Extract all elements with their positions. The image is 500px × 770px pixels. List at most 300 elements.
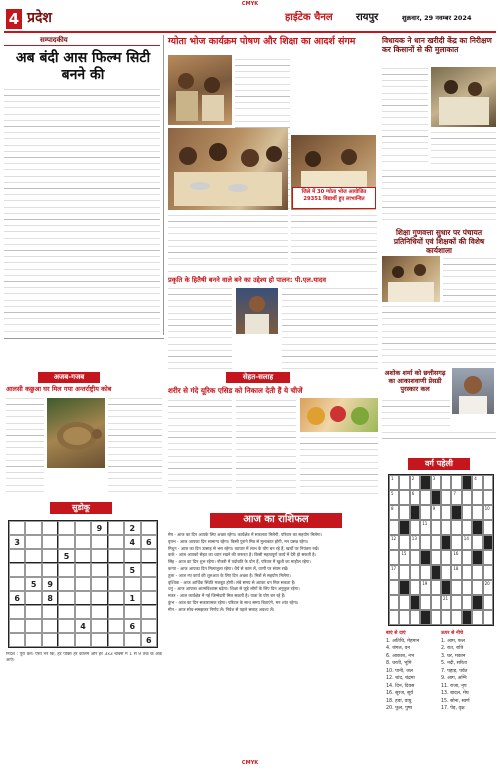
sudoku-cell[interactable] bbox=[91, 577, 107, 591]
sudoku-cell[interactable] bbox=[124, 577, 140, 591]
crossword-cell[interactable] bbox=[410, 565, 420, 580]
crossword-cell bbox=[462, 475, 472, 490]
crossword-cell[interactable] bbox=[420, 505, 430, 520]
crossword-cell bbox=[410, 595, 420, 610]
crossword-cell[interactable] bbox=[431, 475, 441, 490]
crossword-cell[interactable] bbox=[410, 550, 420, 565]
sudoku-cell[interactable] bbox=[108, 619, 124, 633]
editorial-headline: अब बंदी आस फिल्म सिटी बनने की bbox=[15, 50, 151, 83]
crossword-number: 3 bbox=[432, 476, 436, 481]
pm-photo bbox=[236, 288, 278, 334]
sudoku-cell[interactable] bbox=[108, 563, 124, 577]
sudoku-cell[interactable]: 6 bbox=[9, 591, 25, 605]
sudoku-cell[interactable] bbox=[25, 563, 41, 577]
crossword-down bbox=[441, 630, 496, 713]
crossword-cell[interactable] bbox=[483, 565, 493, 580]
lead-photo-large bbox=[168, 128, 288, 210]
crossword-cell[interactable] bbox=[420, 490, 430, 505]
sudoku-cell[interactable]: 6 bbox=[141, 535, 157, 549]
meal-image bbox=[168, 128, 288, 210]
sudoku-cell[interactable] bbox=[141, 605, 157, 619]
sudoku-cell[interactable] bbox=[108, 633, 124, 647]
across-title: बाएं से दाएं bbox=[386, 631, 406, 636]
sudoku-note: निर्देश : पूरा करें। ऐसा भरें कि, हर पंक्ति हर कॉलम और हर 3x3 बॉक्स में 1 से 9 तक के अंक आएं। bbox=[6, 652, 162, 664]
crossword-cell[interactable] bbox=[441, 610, 451, 625]
crossword-number: 18 bbox=[453, 566, 459, 571]
sudoku-cell[interactable] bbox=[108, 591, 124, 605]
lead-text-3 bbox=[291, 213, 377, 273]
inspection-image bbox=[431, 67, 496, 127]
crossword-clue: 5. नदी, सरिता bbox=[441, 661, 468, 666]
rashifal-item: मिथुन - आज का दिन उत्साह से भरा रहेगा। व्यापार में लाभ के योग बन रहे हैं, खर्चों पर नियंत्रण रखें। bbox=[168, 545, 320, 551]
health-label: सेहत-सलाह bbox=[242, 373, 274, 381]
sudoku-cell[interactable] bbox=[42, 633, 58, 647]
crossword-clue: 6. आकाश, नभ bbox=[386, 653, 415, 659]
crossword-cell[interactable] bbox=[483, 505, 493, 520]
crossword-clue: 20. फूल, पुष्प bbox=[386, 706, 413, 711]
sudoku-cell[interactable] bbox=[9, 521, 25, 535]
sudoku-cell[interactable] bbox=[58, 605, 74, 619]
sudoku-cell[interactable]: 5 bbox=[25, 577, 41, 591]
crossword-cell[interactable] bbox=[399, 595, 409, 610]
crossword-title: वर्ग पहेली bbox=[424, 459, 454, 468]
paper-name: हाईटेक चैनल bbox=[285, 12, 333, 23]
crossword-cell[interactable] bbox=[462, 505, 472, 520]
crossword-cell[interactable] bbox=[420, 520, 430, 535]
crossword-cell[interactable] bbox=[431, 550, 441, 565]
sudoku-cell[interactable] bbox=[91, 591, 107, 605]
vidhayak-text-2 bbox=[431, 130, 496, 166]
crossword-cell[interactable] bbox=[462, 565, 472, 580]
health-photo bbox=[300, 398, 378, 432]
sudoku-cell[interactable] bbox=[25, 521, 41, 535]
shiksha-text-2 bbox=[382, 304, 496, 364]
sudoku-cell[interactable] bbox=[75, 521, 91, 535]
crossword-cell bbox=[410, 505, 420, 520]
crossword-clue: 9. आग, अग्नि bbox=[441, 676, 467, 681]
crossword-cell[interactable] bbox=[399, 475, 409, 490]
sudoku-cell[interactable]: 4 bbox=[75, 619, 91, 633]
crossword-cell[interactable] bbox=[441, 595, 451, 610]
crossword-cell[interactable] bbox=[472, 565, 482, 580]
sudoku-cell[interactable]: 5 bbox=[58, 549, 74, 563]
workshop-image bbox=[382, 256, 440, 302]
sudoku-cell[interactable] bbox=[141, 577, 157, 591]
crossword-cell[interactable] bbox=[420, 535, 430, 550]
person-photo bbox=[452, 368, 494, 414]
cmyk-bottom: CMYK bbox=[241, 760, 259, 766]
sudoku-cell[interactable]: 6 bbox=[124, 619, 140, 633]
crossword-cell[interactable] bbox=[431, 505, 441, 520]
sudoku-cell[interactable] bbox=[124, 605, 140, 619]
crossword-number: 12 bbox=[391, 536, 397, 541]
rashifal-item: कन्या - आज आपका दिन मिलाजुला रहेगा। धैर्य से काम लें, वाणी पर संयम रखें। bbox=[168, 565, 289, 571]
health-text-3 bbox=[300, 435, 378, 494]
crossword-cell[interactable] bbox=[410, 475, 420, 490]
crossword-cell[interactable] bbox=[472, 505, 482, 520]
rashifal-title: आज का राशिफल bbox=[243, 514, 309, 525]
crossword-number: 17 bbox=[391, 566, 397, 571]
crossword-cell[interactable] bbox=[483, 550, 493, 565]
editorial-label: सम्पादकीय bbox=[40, 36, 68, 44]
crossword-clue: 15. सोना, स्वर्ण bbox=[441, 698, 470, 704]
shiksha-photo bbox=[382, 256, 440, 302]
ashok-photo bbox=[452, 368, 494, 414]
city-name: रायपुर bbox=[356, 12, 379, 23]
crossword-cell[interactable] bbox=[483, 490, 493, 505]
sudoku-cell[interactable] bbox=[75, 577, 91, 591]
sudoku-grid[interactable] bbox=[8, 520, 158, 648]
crossword-clue: 3. घर, मकान bbox=[441, 653, 466, 659]
crossword-cell bbox=[431, 490, 441, 505]
sudoku-cell[interactable] bbox=[58, 535, 74, 549]
crossword-cell[interactable] bbox=[389, 580, 399, 595]
crossword-cell[interactable] bbox=[441, 505, 451, 520]
sudoku-cell[interactable]: 3 bbox=[9, 535, 25, 549]
page-number: 4 bbox=[6, 9, 22, 29]
crossword-number: 11 bbox=[422, 521, 428, 526]
sudoku-cell[interactable] bbox=[141, 619, 157, 633]
vidhayak-text-3 bbox=[382, 168, 496, 226]
sudoku-cell[interactable] bbox=[9, 619, 25, 633]
crossword-cell[interactable] bbox=[451, 565, 461, 580]
ajab-headline: आलसी कछुआ घर मिल गया अन्तर्राष्ट्रीय कोब bbox=[6, 385, 112, 393]
sudoku-cell[interactable] bbox=[108, 521, 124, 535]
rashifal-item: मीन - आज सोच-समझकर निर्णय लें। निवेश से पहले सलाह अवश्य लें। bbox=[168, 606, 275, 612]
sudoku-cell[interactable] bbox=[25, 605, 41, 619]
crossword-cell[interactable] bbox=[431, 535, 441, 550]
crossword-cell[interactable] bbox=[441, 565, 451, 580]
sudoku-cell[interactable] bbox=[75, 549, 91, 563]
sudoku-cell[interactable] bbox=[42, 563, 58, 577]
health-headline: शरीर से गंदे यूरिक एसिड को निकाल देती हैं ये चीजें bbox=[168, 386, 303, 395]
sudoku-cell[interactable] bbox=[75, 633, 91, 647]
crossword-number: 19 bbox=[422, 581, 428, 586]
crossword-clue: 1. अतिथि, मेहमान bbox=[386, 638, 420, 644]
crossword-clue: 4. जंगल, वन bbox=[386, 646, 410, 651]
crossword-cell[interactable] bbox=[441, 550, 451, 565]
crossword-cell[interactable] bbox=[389, 565, 399, 580]
sudoku-cell[interactable] bbox=[75, 591, 91, 605]
crossword-cell[interactable] bbox=[389, 535, 399, 550]
sudoku-cell[interactable]: 8 bbox=[42, 591, 58, 605]
sudoku-cell[interactable] bbox=[9, 605, 25, 619]
crossword-cell[interactable] bbox=[399, 490, 409, 505]
ashok-text bbox=[382, 398, 450, 428]
crossword-cell bbox=[441, 535, 451, 550]
sudoku-cell[interactable] bbox=[141, 521, 157, 535]
crossword-number: 20 bbox=[484, 581, 490, 586]
sudoku-cell[interactable] bbox=[9, 633, 25, 647]
crossword-cell[interactable] bbox=[399, 610, 409, 625]
crossword-cell[interactable] bbox=[399, 505, 409, 520]
rashifal-item: सिंह - आज का दिन शुभ रहेगा। नौकरी में पदोन्नति के योग हैं, परिवार में खुशी का माहौल रहेगा। bbox=[168, 559, 311, 565]
sudoku-cell[interactable] bbox=[58, 577, 74, 591]
date: शुक्रवार, 29 नवम्बर 2024 bbox=[402, 14, 472, 22]
crossword-clue: 12. चांद, चंद्रमा bbox=[386, 676, 415, 681]
crossword-cell[interactable] bbox=[483, 610, 493, 625]
crossword-clue: 16. सूरज, सूर्य bbox=[386, 691, 413, 696]
pm-text-1 bbox=[168, 286, 232, 369]
crossword-clue: 13. बादल, मेघ bbox=[441, 691, 469, 696]
rashifal-item: धनु - आज आपका आत्मविश्वास बढ़ेगा। शिक्षा से जुड़े लोगों के लिए दिन अनुकूल रहेगा। bbox=[168, 586, 300, 592]
rashifal-item: मकर - आज कार्यक्षेत्र में नई जिम्मेदारी मिल सकती है। यात्रा के योग बन रहे हैं। bbox=[168, 593, 286, 599]
crossword-cell bbox=[462, 610, 472, 625]
crossword-across bbox=[386, 630, 438, 713]
crossword-cell[interactable] bbox=[472, 535, 482, 550]
pm-headline: प्रकृति के हितैषी बनने वाले बने का उद्देश्य हो पालन: पी.एल.यादव bbox=[168, 276, 327, 284]
crossword-grid[interactable] bbox=[388, 474, 494, 626]
sudoku-cell[interactable] bbox=[91, 619, 107, 633]
health-text-1 bbox=[168, 398, 232, 494]
crossword-clue: 1. आम, फल bbox=[441, 638, 465, 644]
sudoku-cell[interactable] bbox=[75, 605, 91, 619]
sudoku-cell[interactable]: 2 bbox=[124, 521, 140, 535]
crossword-cell[interactable] bbox=[431, 595, 441, 610]
crossword-number: 7 bbox=[453, 491, 456, 496]
sudoku-cell[interactable] bbox=[25, 633, 41, 647]
crossword-cell bbox=[431, 565, 441, 580]
crossword-cell bbox=[399, 580, 409, 595]
crossword-number: 14 bbox=[463, 536, 469, 541]
ajab-label: अजब-गजब bbox=[53, 373, 85, 381]
crossword-number: 15 bbox=[401, 551, 407, 556]
sudoku-cell[interactable] bbox=[124, 549, 140, 563]
crossword-cell bbox=[441, 580, 451, 595]
sudoku-cell[interactable] bbox=[25, 535, 41, 549]
crossword-number: 8 bbox=[391, 506, 394, 511]
sudoku-cell[interactable] bbox=[25, 619, 41, 633]
crossword-cell bbox=[420, 550, 430, 565]
health-text-2 bbox=[236, 398, 296, 494]
crossword-cell[interactable] bbox=[410, 520, 420, 535]
rashifal-item: कुंभ - आज का दिन सकारात्मक रहेगा। परिवार के साथ समय बिताएंगे, मन शांत रहेगा। bbox=[168, 599, 299, 605]
crossword-number: 16 bbox=[453, 551, 459, 556]
crossword-cell[interactable] bbox=[410, 490, 420, 505]
sudoku-cell[interactable] bbox=[58, 521, 74, 535]
ajab-text-1 bbox=[6, 396, 44, 494]
shiksha-headline: शिक्षा गुणवत्ता सुधार पर पंचायत प्रतिनिधियों एवं शिक्षकों की विशेष कार्यशाला bbox=[393, 228, 485, 255]
crossword-cell bbox=[483, 535, 493, 550]
ajab-text-2 bbox=[108, 396, 162, 494]
sudoku-cell[interactable]: 9 bbox=[91, 521, 107, 535]
crossword-number: 13 bbox=[411, 536, 417, 541]
sudoku-cell[interactable]: 6 bbox=[141, 633, 157, 647]
crossword-cell[interactable] bbox=[483, 475, 493, 490]
down-title: ऊपर से नीचे bbox=[441, 631, 463, 636]
crossword-cell[interactable] bbox=[410, 535, 420, 550]
sudoku-cell[interactable] bbox=[25, 549, 41, 563]
section-rule bbox=[4, 338, 164, 339]
tortoise-image bbox=[47, 398, 105, 468]
sudoku-cell[interactable] bbox=[75, 563, 91, 577]
sudoku-cell[interactable] bbox=[108, 605, 124, 619]
crossword-clue: 10. पानी, जल bbox=[386, 668, 413, 674]
crossword-cell[interactable] bbox=[389, 505, 399, 520]
crossword-clue: 14. दिन, दिवस bbox=[386, 683, 415, 689]
lead-caption: जिले में 30 ग्योता भोज आयोजित 29351 विद्यार्थी हुए लाभान्वित bbox=[301, 189, 367, 202]
sudoku-cell[interactable] bbox=[108, 577, 124, 591]
person-portrait bbox=[236, 288, 278, 334]
crossword-number: 2 bbox=[411, 476, 415, 481]
rashifal-item: कर्क - आज आपको सेहत का ध्यान रखने की जरूरत है। किसी महत्वपूर्ण कार्य में देरी हो सकती है। bbox=[168, 552, 317, 558]
sudoku-cell[interactable]: 4 bbox=[124, 535, 140, 549]
crossword-cell[interactable] bbox=[451, 610, 461, 625]
crossword-cell[interactable] bbox=[420, 595, 430, 610]
vidhayak-photo bbox=[431, 67, 496, 127]
sudoku-cell[interactable] bbox=[124, 633, 140, 647]
crossword-cell[interactable] bbox=[472, 490, 482, 505]
sudoku-cell[interactable] bbox=[141, 549, 157, 563]
masthead bbox=[0, 9, 500, 31]
sudoku-cell[interactable] bbox=[58, 591, 74, 605]
sudoku-cell[interactable]: 5 bbox=[124, 563, 140, 577]
sudoku-cell[interactable] bbox=[42, 549, 58, 563]
crossword-cell[interactable] bbox=[451, 580, 461, 595]
sudoku-cell[interactable] bbox=[91, 563, 107, 577]
crossword-cell[interactable] bbox=[451, 475, 461, 490]
editorial-text bbox=[4, 87, 160, 333]
crossword-cell[interactable] bbox=[399, 565, 409, 580]
crossword-cell[interactable] bbox=[451, 490, 461, 505]
crossword-number: 1 bbox=[391, 476, 394, 481]
sudoku-cell[interactable] bbox=[91, 549, 107, 563]
editorial-column bbox=[4, 35, 160, 335]
crossword-clue: 17. पेड़, वृक्ष bbox=[441, 706, 465, 711]
sudoku-cell[interactable] bbox=[42, 605, 58, 619]
crossword-cell bbox=[420, 610, 430, 625]
sudoku-cell[interactable] bbox=[42, 521, 58, 535]
crossword-cell bbox=[451, 505, 461, 520]
crossword-number: 6 bbox=[411, 491, 415, 496]
crossword-clue: 18. हवा, वायु bbox=[386, 698, 412, 704]
crossword-cell[interactable] bbox=[483, 580, 493, 595]
crossword-cell[interactable] bbox=[451, 520, 461, 535]
sudoku-title: सुडोकू bbox=[72, 503, 90, 512]
crossword-clue: 11. राजा, नृप bbox=[441, 683, 467, 689]
crossword-cell[interactable] bbox=[420, 565, 430, 580]
crossword-cell[interactable] bbox=[472, 580, 482, 595]
crossword-cell[interactable] bbox=[441, 520, 451, 535]
crossword-cell[interactable] bbox=[483, 595, 493, 610]
crossword-cell[interactable] bbox=[389, 475, 399, 490]
crossword-cell[interactable] bbox=[431, 580, 441, 595]
rashifal-item: तुला - आज नए कार्य की शुरुआत के लिए दिन अच्छा है। मित्रों से सहयोग मिलेगा। bbox=[168, 572, 291, 578]
sudoku-cell[interactable] bbox=[9, 563, 25, 577]
sudoku-cell[interactable] bbox=[58, 633, 74, 647]
crossword-cell bbox=[420, 475, 430, 490]
crossword-cell[interactable] bbox=[431, 520, 441, 535]
col-divider bbox=[163, 35, 164, 335]
crossword-clue: 8. धरती, भूमि bbox=[386, 661, 412, 666]
crossword-cell[interactable] bbox=[420, 580, 430, 595]
crossword-cell bbox=[472, 595, 482, 610]
section-name: प्रदेश bbox=[27, 10, 52, 26]
crossword-cell[interactable] bbox=[462, 535, 472, 550]
crossword-cell[interactable] bbox=[483, 520, 493, 535]
rashifal-item: वृश्चिक - आज आर्थिक स्थिति मजबूत होगी। लंबे समय से अटका धन मिल सकता है। bbox=[168, 579, 296, 585]
crossword-cell[interactable] bbox=[389, 595, 399, 610]
crossword-clue: 2. रात, रात्रि bbox=[441, 646, 464, 651]
sudoku-cell[interactable] bbox=[91, 605, 107, 619]
crossword-cell[interactable] bbox=[472, 610, 482, 625]
crossword-number: 10 bbox=[484, 506, 490, 511]
rashifal-list bbox=[168, 532, 380, 672]
vidhayak-text-1 bbox=[382, 66, 428, 166]
crossword-cell bbox=[399, 520, 409, 535]
crossword-cell[interactable] bbox=[410, 610, 420, 625]
crossword-cell[interactable] bbox=[451, 595, 461, 610]
crossword-cell[interactable] bbox=[441, 475, 451, 490]
sudoku-cell[interactable] bbox=[42, 619, 58, 633]
crossword-cell[interactable] bbox=[399, 550, 409, 565]
crossword-cell[interactable] bbox=[462, 550, 472, 565]
crossword-cell[interactable] bbox=[451, 550, 461, 565]
lead-headline: ग्योता भोज कार्यक्रम पोषण और शिक्षा का आदर्श संगम bbox=[168, 36, 356, 47]
crossword-cell[interactable] bbox=[462, 520, 472, 535]
lead-text-2 bbox=[168, 213, 288, 273]
crossword-cell[interactable] bbox=[399, 535, 409, 550]
crossword-cell bbox=[472, 550, 482, 565]
crossword-number: 5 bbox=[391, 491, 394, 496]
crossword-cell[interactable] bbox=[431, 610, 441, 625]
pm-text-2 bbox=[282, 286, 378, 369]
sudoku-cell[interactable] bbox=[75, 535, 91, 549]
crossword-number: 9 bbox=[432, 506, 436, 511]
crossword-cell[interactable] bbox=[441, 490, 451, 505]
ashok-headline: अशोक शर्मा को छत्तीसगढ़ का आकाशवाणी प्रेसडी पुरस्कार कल bbox=[384, 369, 446, 393]
crossword-cell bbox=[472, 520, 482, 535]
sudoku-cell[interactable] bbox=[58, 563, 74, 577]
sudoku-cell[interactable] bbox=[9, 549, 25, 563]
lead-photo bbox=[168, 55, 232, 125]
sudoku-cell[interactable]: 1 bbox=[124, 591, 140, 605]
sudoku-cell[interactable] bbox=[91, 535, 107, 549]
sudoku-cell[interactable] bbox=[108, 549, 124, 563]
cmyk-top: CMYK bbox=[241, 1, 259, 7]
crossword-cell[interactable] bbox=[389, 490, 399, 505]
crossword-cell[interactable] bbox=[472, 475, 482, 490]
sudoku-cell[interactable] bbox=[141, 563, 157, 577]
sudoku-cell[interactable] bbox=[58, 619, 74, 633]
rashifal-item: वृषभ - आज आपका दिन सामान्य रहेगा। किसी पुराने मित्र से मुलाकात होगी, मन प्रसन्न रहेगा। bbox=[168, 538, 309, 544]
vidhayak-headline: विधायक ने धान खरीदी केंद्र का निरीक्षण कर किसानों से की मुलाकात bbox=[382, 36, 492, 55]
crossword-cell[interactable] bbox=[389, 610, 399, 625]
sudoku-cell[interactable] bbox=[9, 577, 25, 591]
crossword-cell[interactable] bbox=[451, 535, 461, 550]
rashifal-item: मेष - आज का दिन आपके लिए अच्छा रहेगा। कार्यक्षेत्र में सफलता मिलेगी, परिवार का सहयोग मिलेगा। bbox=[168, 532, 322, 537]
crossword-cell[interactable] bbox=[462, 595, 472, 610]
sudoku-cell[interactable] bbox=[42, 535, 58, 549]
editorial-label-rule bbox=[4, 45, 160, 46]
sudoku-cell[interactable] bbox=[108, 535, 124, 549]
ashok-text-2 bbox=[382, 430, 496, 444]
crossword-cell[interactable] bbox=[389, 520, 399, 535]
crossword-number: 4 bbox=[474, 476, 477, 481]
crossword-cell[interactable] bbox=[462, 490, 472, 505]
fruits-image bbox=[300, 398, 378, 432]
sudoku-cell[interactable] bbox=[141, 591, 157, 605]
sudoku-cell[interactable] bbox=[25, 591, 41, 605]
crossword-cell[interactable] bbox=[462, 580, 472, 595]
sudoku-cell[interactable]: 9 bbox=[42, 577, 58, 591]
crossword-cell[interactable] bbox=[410, 580, 420, 595]
children-image bbox=[168, 55, 232, 125]
sudoku-cell[interactable] bbox=[91, 633, 107, 647]
crossword-cell[interactable] bbox=[389, 550, 399, 565]
crossword-number: 21 bbox=[442, 596, 449, 601]
masthead-rule bbox=[4, 31, 496, 33]
